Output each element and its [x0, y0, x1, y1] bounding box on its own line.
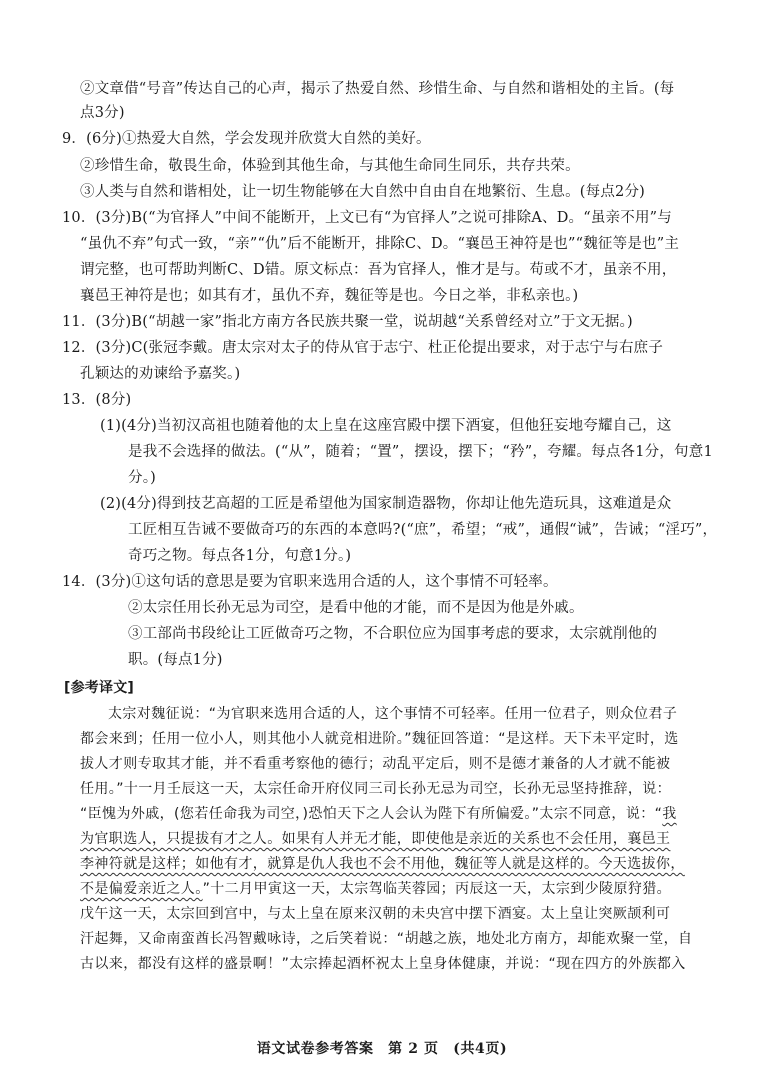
translation-segment: “臣愧为外戚，(您若任命我为司空，)恐怕天下之人会认为陛下有所偏爱。”太宗不同意，说：“	[80, 806, 663, 822]
answer-14-point-2: ②太宗任用长孙无忌为司空，是看中他的才能，而不是因为他是外戚。	[128, 600, 584, 616]
translation-line: 都会来到；任用一位小人，则其他小人就竞相进阶。”魏征回答道：“是这样。天下未平定时，选	[80, 731, 679, 747]
answer-9-point-2: ②珍惜生命，敬畏生命，体验到其他生命，与其他生命同生同乐，共存共荣。	[80, 158, 580, 174]
answer-10-line-2: “虽仇不弃”句式一致，“亲”“仇”后不能断开，排除C、D。“襄邑王神符是也”“魏征等是也”主	[80, 236, 680, 252]
wavy-underlined-segment: 不是偏爱亲近之人。	[80, 881, 203, 897]
answer-13-2-line-2: 工匠相互告诫不要做奇巧的东西的本意吗?(“庶”，希望；“戒”，通假“诫”，告诫；“淫巧”，	[128, 522, 718, 538]
page-footer: 语文试卷参考答案 第 2 页 (共4页)	[256, 1041, 508, 1057]
answer-13-2-line-3: 奇巧之物。每点各1分，句意1分。)	[128, 548, 352, 564]
answer-10-line-4: 襄邑王神符是也；如其有才，虽仇不弃，魏征等是也。今日之举，非私亲也。)	[80, 288, 579, 304]
answer-10-line-3: 谓完整，也可帮助判断C、D错。原文标点：吾为官择人，惟才是与。苟或不才，虽亲不用，	[80, 262, 677, 278]
translation-line	[80, 828, 670, 850]
answer-13-heading: 13．(8分)	[62, 392, 132, 408]
wavy-underlined-segment: 我	[662, 806, 677, 822]
translation-line: 汗起舞，又命南蛮酋长冯智戴咏诗，之后笑着说：“胡越之族，地处北方南方，却能欢聚一堂，自	[80, 931, 693, 947]
answer-12-line-1: 12．(3分)C(张冠李戴。唐太宗对太子的侍从官于志宁、杜正伦提出要求，对于志宁与右庶子	[62, 340, 664, 356]
answer-9-point-1: 9．(6分)①热爱大自然，学会发现并欣赏大自然的美好。	[62, 131, 431, 147]
answer-13-2-line-1: (2)(4分)得到技艺高超的工匠是希望他为国家制造器物，你却让他先造玩具，这难道是众	[100, 496, 672, 512]
wavy-underlined-segment: 为官职选人，只提拔有才之人。如果有人并无才能，即使他是亲近的关系也不会任用，襄邑王	[80, 831, 671, 847]
answer-14-point-1: 14．(3分)①这句话的意思是要为官职来选用合适的人，这个事情不可轻率。	[62, 574, 558, 590]
translation-heading: [参考译文]	[64, 680, 134, 696]
translation-line: 任用。”十一月壬辰这一天，太宗任命开府仪同三司长孙无忌为司空，长孙无忌坚持推辞，说：	[80, 781, 672, 797]
wavy-underlined-segment: 李神符就是这样；如他有才，就算是仇人我也不会不用他，魏征等人就是这样的。今天选拔你，	[80, 856, 685, 872]
translation-line: 戊午这一天，太宗回到宫中，与太上皇在原来汉朝的未央宫中摆下酒宴。太上皇让突厥颉利可	[80, 906, 671, 922]
translation-line: 古以来，都没有这样的盛景啊！”太宗捧起酒杯祝太上皇身体健康，并说：“现在四方的外族都入	[80, 956, 686, 972]
translation-line: 太宗对魏征说：“为官职来选用合适的人，这个事情不可轻率。任用一位君子，则众位君子	[108, 706, 678, 722]
answer-9-point-3: ③人类与自然和谐相处，让一切生物能够在大自然中自由自在地繁衍、生息。(每点2分)	[80, 184, 646, 200]
answer-8-score: 点3分)	[80, 105, 125, 121]
translation-line: 拔人才则专取其才能，并不看重考察他的德行；动乱平定后，则不是德才兼备的人才就不能被	[80, 756, 671, 772]
translation-segment: ”十二月甲寅这一天，太宗驾临芙蓉园；丙辰这一天，太宗到少陵原狩猎。	[202, 881, 672, 897]
answer-13-1-line-1: (1)(4分)当初汉高祖也随着他的太上皇在这座宫殿中摆下酒宴，但他狂妄地夸耀自己，这	[100, 418, 672, 434]
answer-11: 11．(3分)B(“胡越一家”指北方南方各民族共聚一堂，说胡越“关系曾经对立”于文无据。)	[62, 314, 633, 330]
answer-10-line-1: 10．(3分)B(“为官择人”中间不能断开，上文已有“为官择人”之说可排除A、D。“虽亲不用”与	[62, 210, 672, 226]
translation-line	[80, 878, 671, 900]
answer-13-1-line-2: 是我不会选择的做法。(“从”，随着；“置”，摆设，摆下；“矜”，夸耀。每点各1分，句意1	[128, 444, 713, 460]
translation-line	[80, 803, 677, 825]
answer-14-point-3: ③工部尚书段纶让工匠做奇巧之物，不合职位应为国事考虑的要求，太宗就削他的	[128, 626, 658, 642]
answer-8-point-2: ②文章借“号音”传达自己的心声，揭示了热爱自然、珍惜生命、与自然和谐相处的主旨。(每	[80, 81, 675, 97]
answer-12-line-2: 孔颖达的劝谏给予嘉奖。)	[80, 366, 241, 382]
answer-13-1-line-3: 分。)	[128, 470, 157, 486]
translation-line	[80, 853, 685, 875]
answer-14-score: 职。(每点1分)	[128, 652, 223, 668]
